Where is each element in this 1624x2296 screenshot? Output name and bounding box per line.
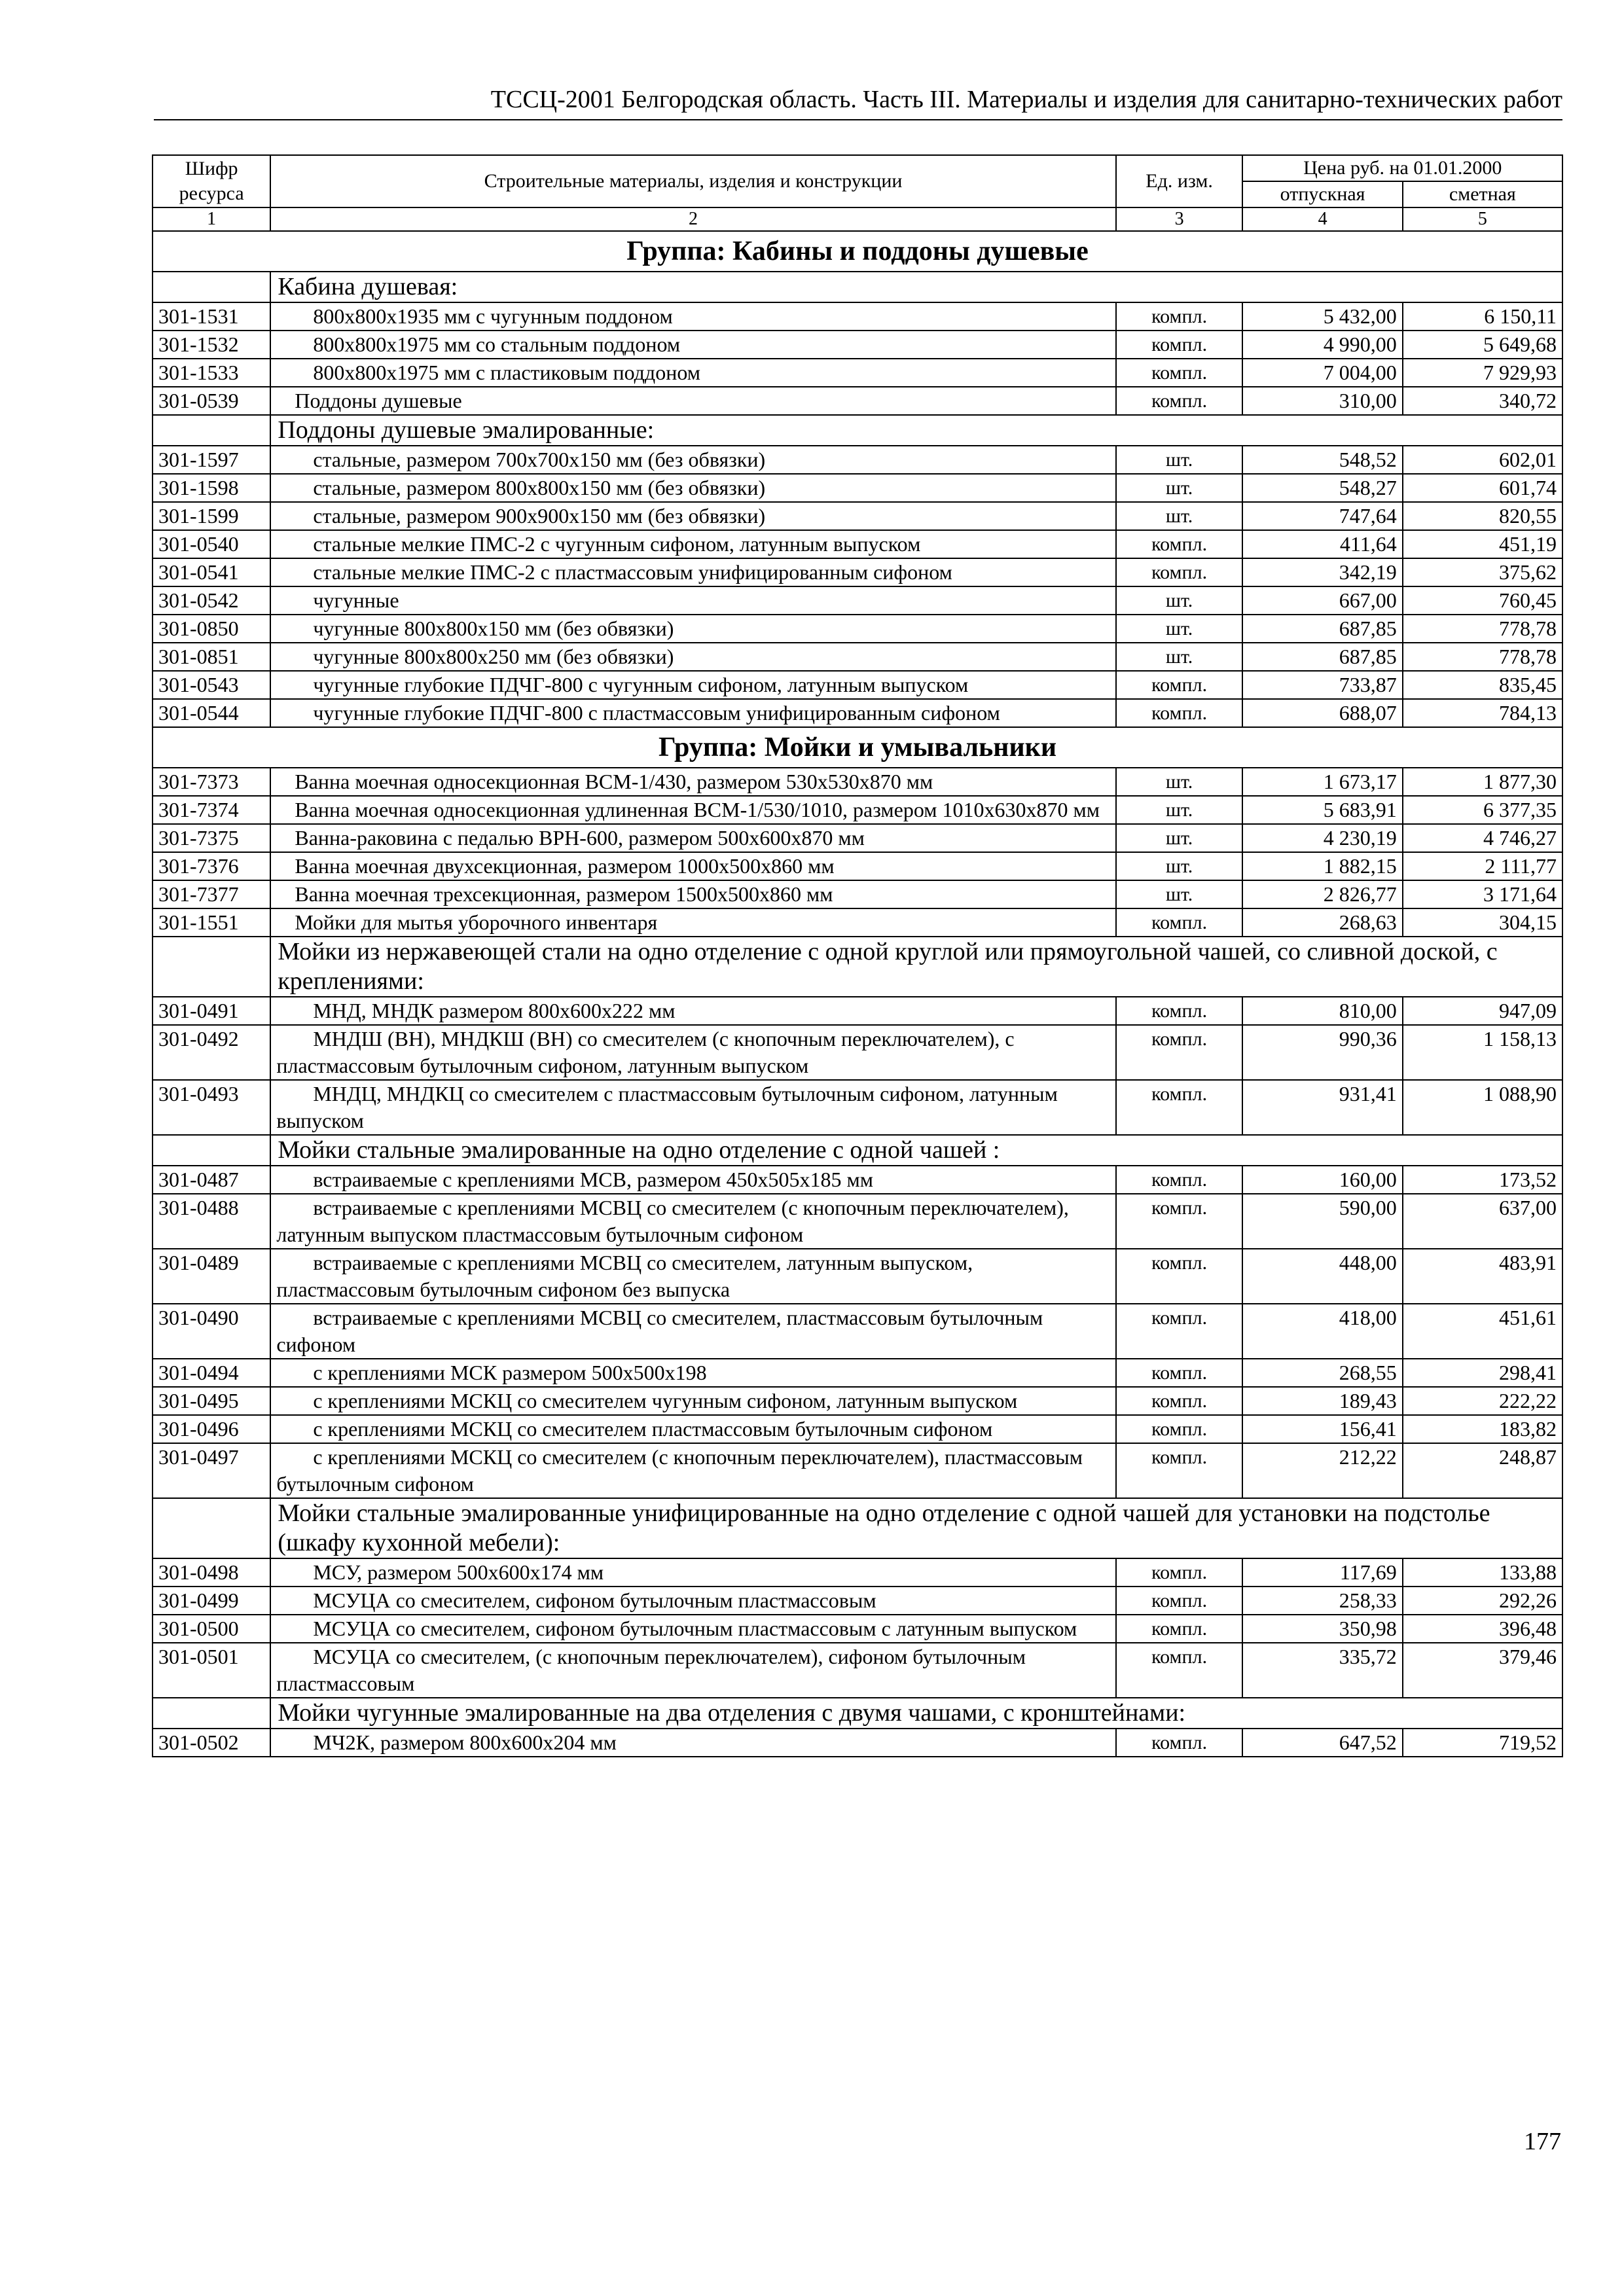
material-name <box>270 1643 1115 1698</box>
estimate-price: 835,45 <box>1403 671 1562 699</box>
resource-code: 301-0539 <box>153 387 270 415</box>
material-name <box>270 1729 1115 1757</box>
table-row <box>153 558 1562 586</box>
material-name-text: стальные, размером 900х900х150 мм (без обвязки) <box>313 504 766 528</box>
material-name <box>270 502 1115 530</box>
release-price: 990,36 <box>1242 1025 1402 1080</box>
material-name <box>270 1387 1115 1415</box>
material-name <box>270 768 1115 796</box>
material-name-text: МСУЦА со смесителем, (с кнопочным переключателем), сифоном бутылочным пластмассовым <box>276 1645 1026 1695</box>
release-price: 448,00 <box>1242 1249 1402 1304</box>
estimate-price: 379,46 <box>1403 1643 1562 1698</box>
resource-code: 301-0490 <box>153 1304 270 1359</box>
release-price: 418,00 <box>1242 1304 1402 1359</box>
estimate-price: 719,52 <box>1403 1729 1562 1757</box>
unit-of-measure: шт. <box>1116 643 1243 671</box>
unit-of-measure: компл. <box>1116 1643 1243 1698</box>
release-price: 5 432,00 <box>1242 302 1402 331</box>
material-name-text: встраиваемые с креплениями МСВ, размером 450х505х185 мм <box>313 1168 873 1191</box>
material-name-text: 800х800х1975 мм с пластиковым поддоном <box>313 361 700 384</box>
release-price: 268,63 <box>1242 908 1402 937</box>
header-name: Строительные материалы, изделия и конструкции <box>270 155 1115 207</box>
material-name-text: 800х800х1935 мм с чугунным поддоном <box>313 304 673 328</box>
table-row <box>153 1443 1562 1498</box>
group-row <box>153 231 1562 272</box>
material-name <box>270 615 1115 643</box>
material-name-text: встраиваемые с креплениями МСВЦ со смесителем, пластмассовым бутылочным сифоном <box>276 1306 1043 1356</box>
release-price: 1 673,17 <box>1242 768 1402 796</box>
material-name <box>270 474 1115 502</box>
resource-code: 301-7373 <box>153 768 270 796</box>
release-price: 810,00 <box>1242 997 1402 1025</box>
estimate-price: 248,87 <box>1403 1443 1562 1498</box>
resource-code: 301-0497 <box>153 1443 270 1498</box>
table-row <box>153 643 1562 671</box>
estimate-price: 778,78 <box>1403 615 1562 643</box>
release-price: 590,00 <box>1242 1194 1402 1249</box>
material-name-text: Поддоны душевые <box>295 389 462 412</box>
material-name <box>270 586 1115 615</box>
table-row <box>153 302 1562 331</box>
material-name <box>270 1166 1115 1194</box>
col-number: 3 <box>1116 207 1243 231</box>
page-number: 177 <box>1524 2128 1561 2155</box>
table-row <box>153 796 1562 824</box>
release-price: 4 230,19 <box>1242 824 1402 852</box>
estimate-price: 183,82 <box>1403 1415 1562 1443</box>
material-name-text: с креплениями МСКЦ со смесителем чугунным сифоном, латунным выпуском <box>313 1389 1018 1412</box>
resource-code: 301-0488 <box>153 1194 270 1249</box>
resource-code: 301-0542 <box>153 586 270 615</box>
material-name <box>270 997 1115 1025</box>
header-price-release: отпускная <box>1242 181 1402 207</box>
subgroup-code-cell <box>153 415 270 446</box>
release-price: 2 826,77 <box>1242 880 1402 908</box>
table-row <box>153 1729 1562 1757</box>
table-row <box>153 359 1562 387</box>
unit-of-measure: шт. <box>1116 796 1243 824</box>
estimate-price: 637,00 <box>1403 1194 1562 1249</box>
resource-code: 301-0487 <box>153 1166 270 1194</box>
material-name-text: чугунные 800х800х250 мм (без обвязки) <box>313 645 674 668</box>
resource-code: 301-1533 <box>153 359 270 387</box>
material-name <box>270 796 1115 824</box>
release-price: 1 882,15 <box>1242 852 1402 880</box>
release-price: 342,19 <box>1242 558 1402 586</box>
unit-of-measure: компл. <box>1116 387 1243 415</box>
page-header-title: ТССЦ-2001 Белгородская область. Часть III. Материалы и изделия для санитарно-технических работ <box>154 84 1562 120</box>
price-table-body <box>153 231 1562 1757</box>
group-title: Группа: Кабины и поддоны душевые <box>153 231 1562 272</box>
unit-of-measure: шт. <box>1116 474 1243 502</box>
release-price: 931,41 <box>1242 1080 1402 1135</box>
material-name-text: Ванна-раковина с педалью ВРН-600, размером 500х600х870 мм <box>295 826 865 850</box>
subgroup-title: Кабина душевая: <box>270 272 1562 302</box>
table-row <box>153 530 1562 558</box>
material-name <box>270 1587 1115 1615</box>
release-price: 687,85 <box>1242 615 1402 643</box>
subgroup-title: Мойки стальные эмалированные унифицированные на одно отделение с одной чашей для установки на подстолье (шкафу кухонной мебели): <box>270 1498 1562 1558</box>
material-name-text: стальные, размером 800х800х150 мм (без обвязки) <box>313 476 766 499</box>
material-name-text: встраиваемые с креплениями МСВЦ со смесителем, латунным выпуском, пластмассовым бутылочным сифоном без выпуска <box>276 1251 973 1301</box>
release-price: 4 990,00 <box>1242 331 1402 359</box>
material-name <box>270 359 1115 387</box>
release-price: 350,98 <box>1242 1615 1402 1643</box>
subgroup-code-cell <box>153 1698 270 1729</box>
resource-code: 301-1597 <box>153 446 270 474</box>
material-name <box>270 880 1115 908</box>
table-row <box>153 1194 1562 1249</box>
table-row <box>153 880 1562 908</box>
estimate-price: 222,22 <box>1403 1387 1562 1415</box>
unit-of-measure: компл. <box>1116 1615 1243 1643</box>
estimate-price: 3 171,64 <box>1403 880 1562 908</box>
material-name-text: встраиваемые с креплениями МСВЦ со смесителем (с кнопочным переключателем), латунным выпуском пластмассовым бутылочным сифоном <box>276 1196 1069 1246</box>
resource-code: 301-1598 <box>153 474 270 502</box>
table-row <box>153 1587 1562 1615</box>
material-name-text: 800х800х1975 мм со стальным поддоном <box>313 332 681 356</box>
estimate-price: 1 088,90 <box>1403 1080 1562 1135</box>
release-price: 548,52 <box>1242 446 1402 474</box>
material-name <box>270 908 1115 937</box>
resource-code: 301-0493 <box>153 1080 270 1135</box>
unit-of-measure: компл. <box>1116 1359 1243 1387</box>
resource-code: 301-0496 <box>153 1415 270 1443</box>
unit-of-measure: компл. <box>1116 1443 1243 1498</box>
material-name-text: стальные, размером 700х700х150 мм (без обвязки) <box>313 448 766 471</box>
subgroup-row <box>153 272 1562 302</box>
estimate-price: 1 877,30 <box>1403 768 1562 796</box>
table-row <box>153 331 1562 359</box>
material-name-text: МСУ, размером 500х600х174 мм <box>313 1560 604 1584</box>
table-row <box>153 1387 1562 1415</box>
estimate-price: 304,15 <box>1403 908 1562 937</box>
material-name <box>270 387 1115 415</box>
unit-of-measure: шт. <box>1116 768 1243 796</box>
estimate-price: 4 746,27 <box>1403 824 1562 852</box>
table-row <box>153 446 1562 474</box>
unit-of-measure: компл. <box>1116 1080 1243 1135</box>
estimate-price: 451,61 <box>1403 1304 1562 1359</box>
material-name <box>270 699 1115 727</box>
estimate-price: 7 929,93 <box>1403 359 1562 387</box>
resource-code: 301-7374 <box>153 796 270 824</box>
release-price: 7 004,00 <box>1242 359 1402 387</box>
estimate-price: 375,62 <box>1403 558 1562 586</box>
estimate-price: 133,88 <box>1403 1558 1562 1587</box>
table-row <box>153 1643 1562 1698</box>
release-price: 688,07 <box>1242 699 1402 727</box>
release-price: 258,33 <box>1242 1587 1402 1615</box>
table-row <box>153 1415 1562 1443</box>
estimate-price: 602,01 <box>1403 446 1562 474</box>
table-row <box>153 502 1562 530</box>
estimate-price: 292,26 <box>1403 1587 1562 1615</box>
resource-code: 301-0500 <box>153 1615 270 1643</box>
unit-of-measure: компл. <box>1116 1304 1243 1359</box>
resource-code: 301-0543 <box>153 671 270 699</box>
unit-of-measure: шт. <box>1116 824 1243 852</box>
resource-code: 301-0544 <box>153 699 270 727</box>
col-number: 2 <box>270 207 1115 231</box>
material-name <box>270 1080 1115 1135</box>
material-name-text: чугунные глубокие ПДЧГ-800 с пластмассовым унифицированным сифоном <box>313 701 1000 725</box>
material-name <box>270 331 1115 359</box>
release-price: 310,00 <box>1242 387 1402 415</box>
resource-code: 301-0498 <box>153 1558 270 1587</box>
unit-of-measure: компл. <box>1116 1194 1243 1249</box>
subgroup-code-cell <box>153 1498 270 1558</box>
material-name <box>270 446 1115 474</box>
unit-of-measure: компл. <box>1116 1387 1243 1415</box>
estimate-price: 340,72 <box>1403 387 1562 415</box>
material-name-text: МСУЦА со смесителем, сифоном бутылочным пластмассовым с латунным выпуском <box>313 1617 1077 1640</box>
release-price: 411,64 <box>1242 530 1402 558</box>
release-price: 268,55 <box>1242 1359 1402 1387</box>
unit-of-measure: компл. <box>1116 558 1243 586</box>
header-unit: Ед. изм. <box>1116 155 1243 207</box>
material-name-text: МНД, МНДК размером 800х600х222 мм <box>313 999 676 1022</box>
material-name <box>270 1249 1115 1304</box>
unit-of-measure: компл. <box>1116 359 1243 387</box>
material-name-text: Ванна моечная трехсекционная, размером 1500х500х860 мм <box>295 882 833 906</box>
table-row <box>153 1166 1562 1194</box>
material-name-text: МНДЦ, МНДКЦ со смесителем с пластмассовым бутылочным сифоном, латунным выпуском <box>276 1082 1058 1132</box>
table-row <box>153 1025 1562 1080</box>
unit-of-measure: компл. <box>1116 671 1243 699</box>
release-price: 117,69 <box>1242 1558 1402 1587</box>
material-name-text: чугунные глубокие ПДЧГ-800 с чугунным сифоном, латунным выпуском <box>313 673 969 696</box>
estimate-price: 778,78 <box>1403 643 1562 671</box>
resource-code: 301-0499 <box>153 1587 270 1615</box>
resource-code: 301-7375 <box>153 824 270 852</box>
unit-of-measure: шт. <box>1116 446 1243 474</box>
table-row <box>153 908 1562 937</box>
table-row <box>153 824 1562 852</box>
table-row <box>153 1359 1562 1387</box>
material-name-text: с креплениями МСК размером 500х500х198 <box>313 1361 707 1384</box>
material-name-text: Ванна моечная двухсекционная, размером 1000х500х860 мм <box>295 854 835 878</box>
unit-of-measure: шт. <box>1116 502 1243 530</box>
group-row <box>153 727 1562 768</box>
estimate-price: 601,74 <box>1403 474 1562 502</box>
resource-code: 301-1531 <box>153 302 270 331</box>
release-price: 667,00 <box>1242 586 1402 615</box>
release-price: 335,72 <box>1242 1643 1402 1698</box>
estimate-price: 6 377,35 <box>1403 796 1562 824</box>
subgroup-row <box>153 1135 1562 1166</box>
col-number: 1 <box>153 207 270 231</box>
material-name-text: Мойки для мытья уборочного инвентаря <box>295 910 658 934</box>
estimate-price: 1 158,13 <box>1403 1025 1562 1080</box>
col-number: 5 <box>1403 207 1562 231</box>
subgroup-row <box>153 1698 1562 1729</box>
material-name <box>270 1558 1115 1587</box>
unit-of-measure: шт. <box>1116 852 1243 880</box>
unit-of-measure: компл. <box>1116 1166 1243 1194</box>
material-name <box>270 671 1115 699</box>
table-row <box>153 1080 1562 1135</box>
unit-of-measure: компл. <box>1116 1025 1243 1080</box>
material-name <box>270 558 1115 586</box>
subgroup-code-cell <box>153 1135 270 1166</box>
resource-code: 301-0850 <box>153 615 270 643</box>
material-name <box>270 1415 1115 1443</box>
material-name-text: Ванна моечная односекционная удлиненная ВСМ-1/530/1010, размером 1010х630х870 мм <box>295 798 1100 821</box>
table-row <box>153 387 1562 415</box>
table-row <box>153 1304 1562 1359</box>
resource-code: 301-0541 <box>153 558 270 586</box>
material-name <box>270 643 1115 671</box>
estimate-price: 820,55 <box>1403 502 1562 530</box>
table-row <box>153 997 1562 1025</box>
estimate-price: 451,19 <box>1403 530 1562 558</box>
resource-code: 301-0492 <box>153 1025 270 1080</box>
release-price: 747,64 <box>1242 502 1402 530</box>
table-row <box>153 671 1562 699</box>
estimate-price: 2 111,77 <box>1403 852 1562 880</box>
price-table <box>152 154 1563 1757</box>
subgroup-title: Мойки стальные эмалированные на одно отделение с одной чашей : <box>270 1135 1562 1166</box>
table-row <box>153 586 1562 615</box>
resource-code: 301-0501 <box>153 1643 270 1698</box>
price-table-header <box>153 155 1562 231</box>
resource-code: 301-1532 <box>153 331 270 359</box>
material-name <box>270 1194 1115 1249</box>
unit-of-measure: компл. <box>1116 1415 1243 1443</box>
material-name <box>270 302 1115 331</box>
estimate-price: 173,52 <box>1403 1166 1562 1194</box>
resource-code: 301-0502 <box>153 1729 270 1757</box>
estimate-price: 6 150,11 <box>1403 302 1562 331</box>
material-name <box>270 1615 1115 1643</box>
subgroup-title: Мойки из нержавеющей стали на одно отделение с одной круглой или прямоугольной чашей, со сливной доской, с креплениями: <box>270 937 1562 997</box>
table-row <box>153 768 1562 796</box>
material-name <box>270 852 1115 880</box>
material-name <box>270 1304 1115 1359</box>
unit-of-measure: компл. <box>1116 699 1243 727</box>
unit-of-measure: компл. <box>1116 1587 1243 1615</box>
material-name-text: с креплениями МСКЦ со смесителем пластмассовым бутылочным сифоном <box>313 1417 993 1441</box>
estimate-price: 784,13 <box>1403 699 1562 727</box>
material-name <box>270 530 1115 558</box>
table-row <box>153 615 1562 643</box>
unit-of-measure: компл. <box>1116 331 1243 359</box>
col-number: 4 <box>1242 207 1402 231</box>
header-price-group: Цена руб. на 01.01.2000 <box>1242 155 1562 181</box>
unit-of-measure: компл. <box>1116 302 1243 331</box>
table-row <box>153 852 1562 880</box>
material-name-text: Ванна моечная односекционная ВСМ-1/430, размером 530х530х870 мм <box>295 770 933 793</box>
subgroup-code-cell <box>153 937 270 997</box>
resource-code: 301-7376 <box>153 852 270 880</box>
resource-code: 301-0851 <box>153 643 270 671</box>
material-name-text: чугунные 800х800х150 мм (без обвязки) <box>313 617 674 640</box>
resource-code: 301-0540 <box>153 530 270 558</box>
header-price-estimate: сметная <box>1403 181 1562 207</box>
resource-code: 301-1551 <box>153 908 270 937</box>
subgroup-title: Поддоны душевые эмалированные: <box>270 415 1562 446</box>
subgroup-row <box>153 415 1562 446</box>
material-name-text: МЧ2К, размером 800х600х204 мм <box>313 1731 617 1754</box>
estimate-price: 483,91 <box>1403 1249 1562 1304</box>
estimate-price: 5 649,68 <box>1403 331 1562 359</box>
material-name <box>270 1443 1115 1498</box>
resource-code: 301-7377 <box>153 880 270 908</box>
material-name-text: МНДШ (ВН), МНДКШ (ВН) со смесителем (с кнопочным переключателем), с пластмассовым бутылочным сифоном, латунным выпуском <box>276 1027 1015 1077</box>
resource-code: 301-0495 <box>153 1387 270 1415</box>
release-price: 160,00 <box>1242 1166 1402 1194</box>
unit-of-measure: компл. <box>1116 530 1243 558</box>
material-name-text: стальные мелкие ПМС-2 с чугунным сифоном, латунным выпуском <box>313 532 921 556</box>
header-code: Шифр ресурса <box>153 155 270 207</box>
group-title: Группа: Мойки и умывальники <box>153 727 1562 768</box>
estimate-price: 760,45 <box>1403 586 1562 615</box>
release-price: 548,27 <box>1242 474 1402 502</box>
unit-of-measure: компл. <box>1116 997 1243 1025</box>
subgroup-code-cell <box>153 272 270 302</box>
material-name-text: чугунные <box>313 588 399 612</box>
estimate-price: 298,41 <box>1403 1359 1562 1387</box>
material-name-text: с креплениями МСКЦ со смесителем (с кнопочным переключателем), пластмассовым бутылочным сифоном <box>276 1445 1083 1496</box>
resource-code: 301-0494 <box>153 1359 270 1387</box>
subgroup-title: Мойки чугунные эмалированные на два отделения с двумя чашами, с кронштейнами: <box>270 1698 1562 1729</box>
release-price: 5 683,91 <box>1242 796 1402 824</box>
release-price: 156,41 <box>1242 1415 1402 1443</box>
unit-of-measure: шт. <box>1116 586 1243 615</box>
release-price: 733,87 <box>1242 671 1402 699</box>
unit-of-measure: шт. <box>1116 880 1243 908</box>
table-row <box>153 1615 1562 1643</box>
unit-of-measure: компл. <box>1116 1729 1243 1757</box>
material-name-text: МСУЦА со смесителем, сифоном бутылочным пластмассовым <box>313 1588 876 1612</box>
unit-of-measure: компл. <box>1116 1249 1243 1304</box>
table-row <box>153 474 1562 502</box>
resource-code: 301-0489 <box>153 1249 270 1304</box>
subgroup-row <box>153 937 1562 997</box>
release-price: 189,43 <box>1242 1387 1402 1415</box>
table-row <box>153 1558 1562 1587</box>
release-price: 647,52 <box>1242 1729 1402 1757</box>
material-name <box>270 824 1115 852</box>
estimate-price: 396,48 <box>1403 1615 1562 1643</box>
estimate-price: 947,09 <box>1403 997 1562 1025</box>
release-price: 687,85 <box>1242 643 1402 671</box>
resource-code: 301-1599 <box>153 502 270 530</box>
material-name-text: стальные мелкие ПМС-2 с пластмассовым унифицированным сифоном <box>313 560 952 584</box>
table-row <box>153 699 1562 727</box>
material-name <box>270 1025 1115 1080</box>
unit-of-measure: компл. <box>1116 1558 1243 1587</box>
unit-of-measure: компл. <box>1116 908 1243 937</box>
resource-code: 301-0491 <box>153 997 270 1025</box>
subgroup-row <box>153 1498 1562 1558</box>
table-row <box>153 1249 1562 1304</box>
release-price: 212,22 <box>1242 1443 1402 1498</box>
material-name <box>270 1359 1115 1387</box>
unit-of-measure: шт. <box>1116 615 1243 643</box>
